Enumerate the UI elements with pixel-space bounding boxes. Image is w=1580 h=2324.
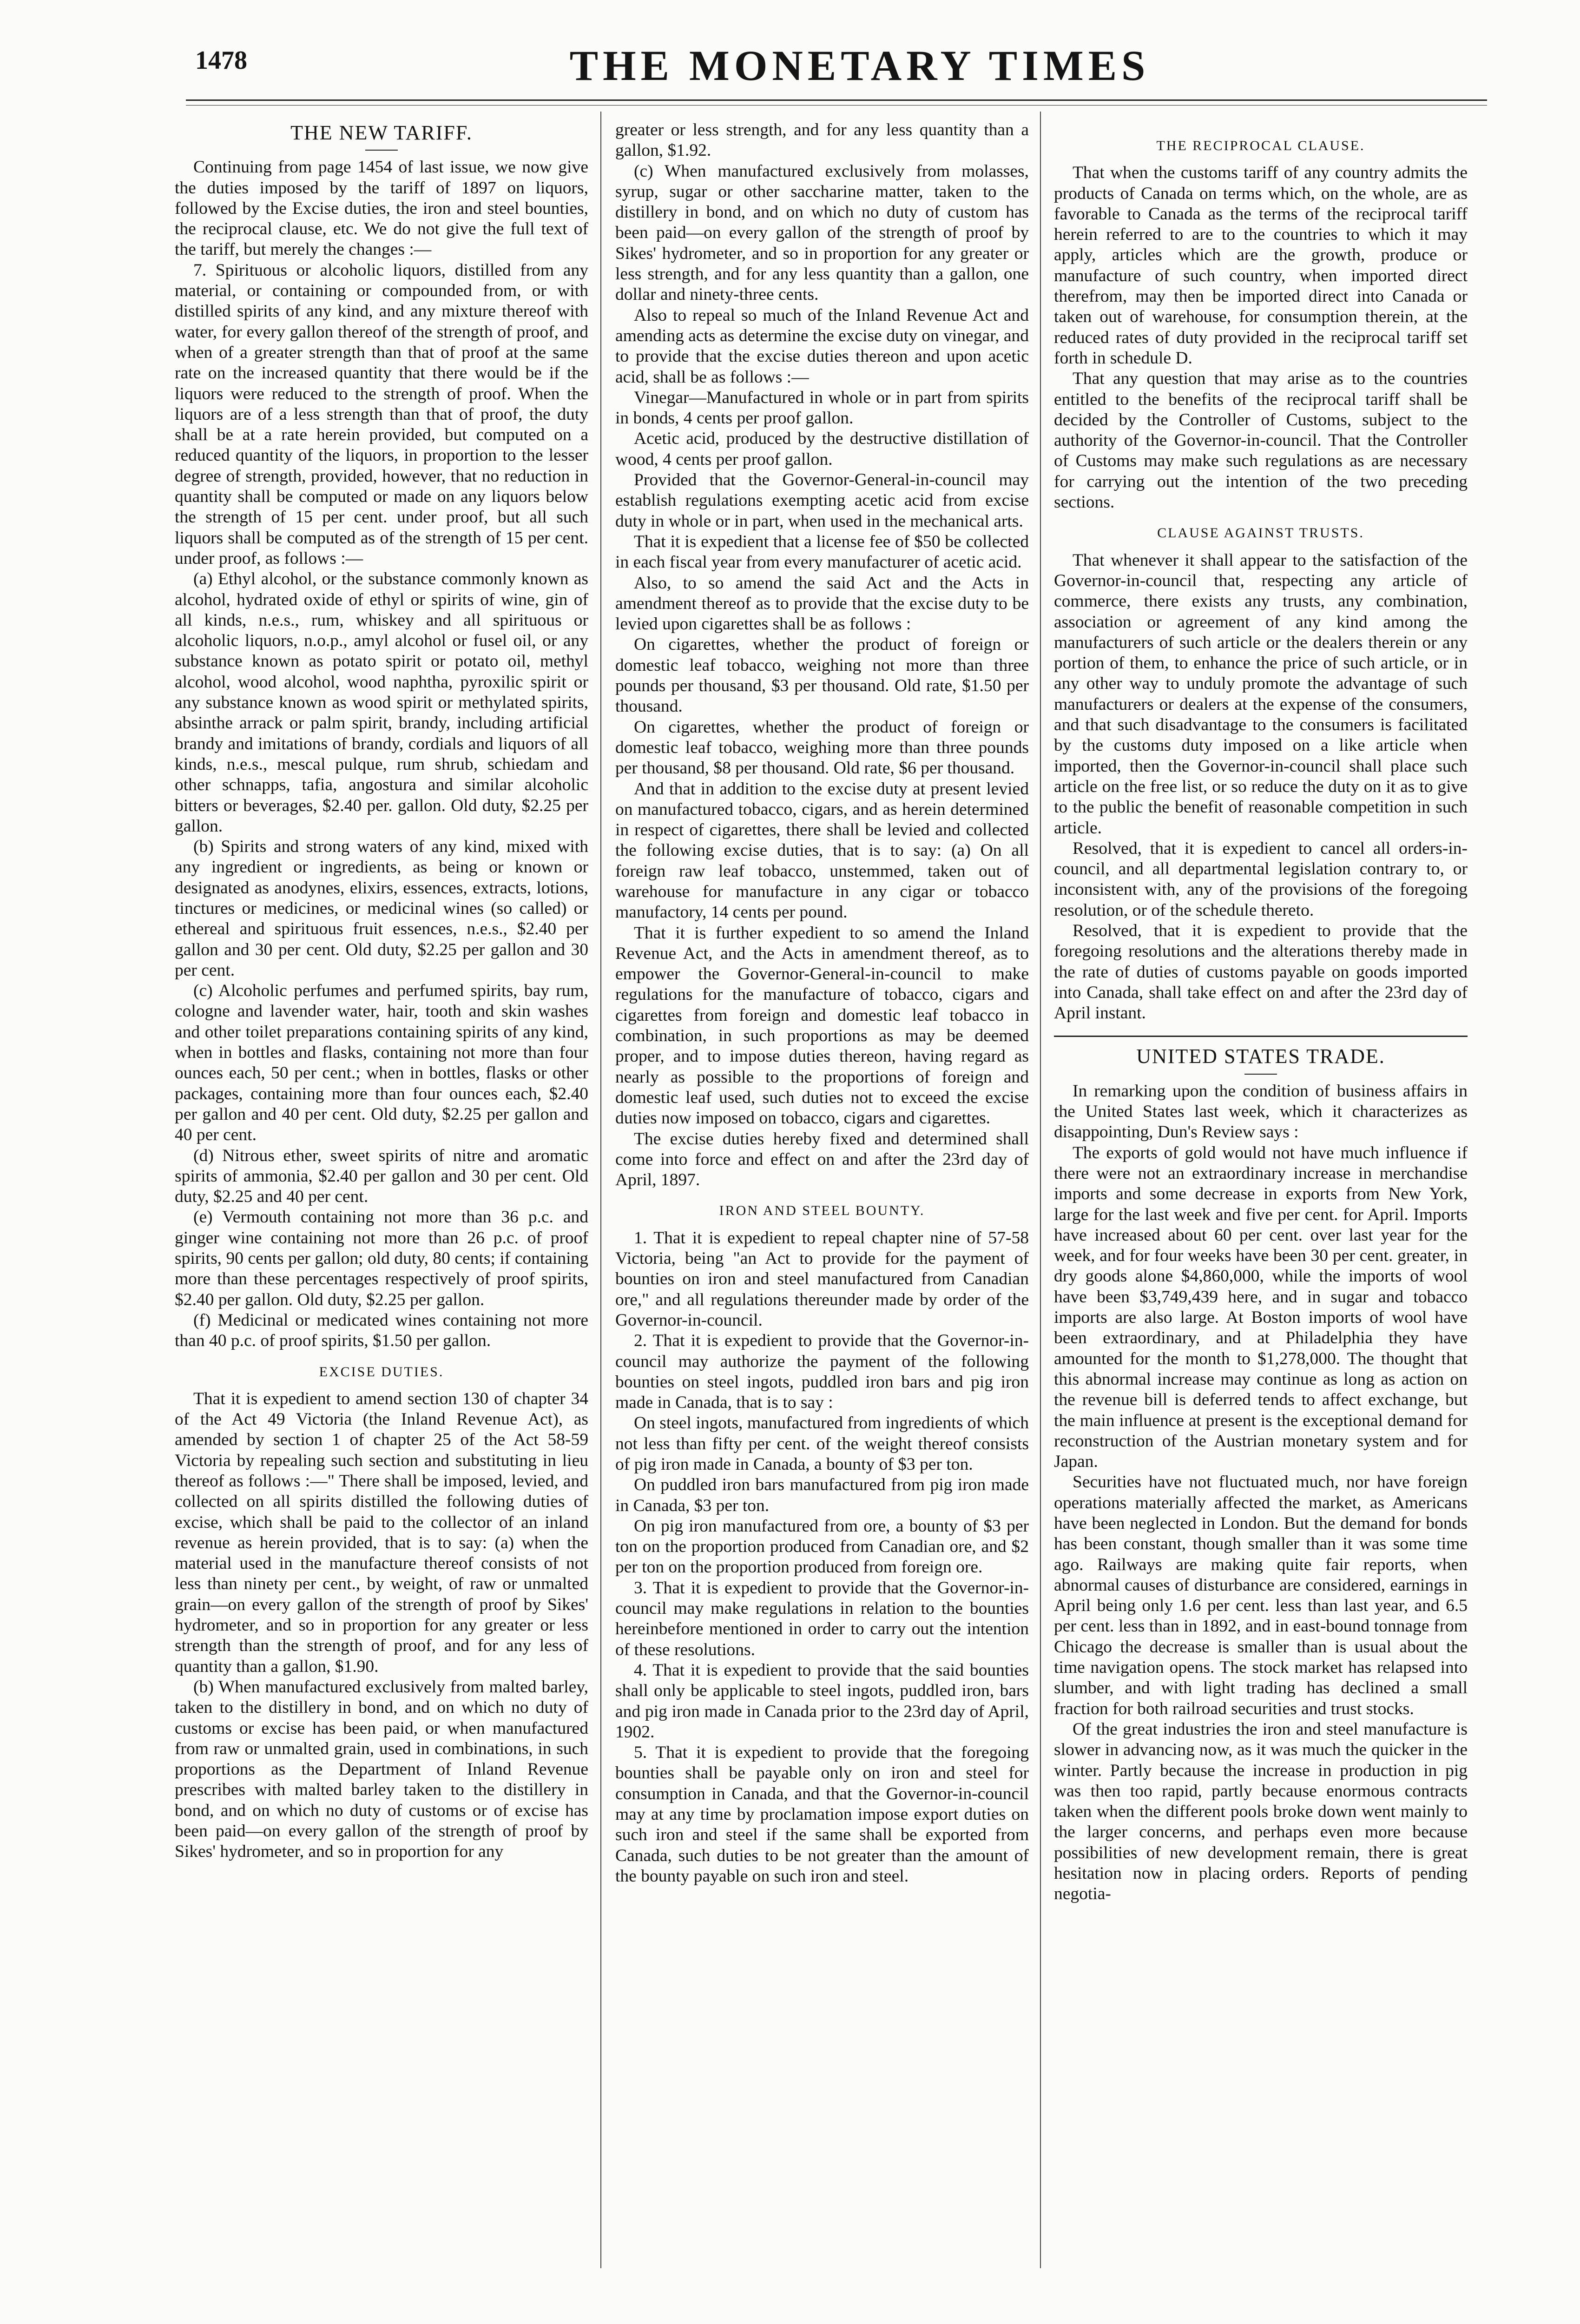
paragraph: On puddled iron bars manufactured from pig iron made in Canada, $3 per ton.: [615, 1475, 1029, 1515]
paragraph: Resolved, that it is expedient to cancel all orders-in-council, and all departmental legislation contrary to, or inconsistent with, any of the provisions of the foregoing resolution, or of the schedule thereto.: [1054, 838, 1468, 920]
paragraph: On steel ingots, manufactured from ingredients of which not less than fifty per cent. of the weight thereof consists of pig iron made in Canada, a bounty of $3 per ton.: [615, 1413, 1029, 1474]
column-divider: [600, 112, 601, 2268]
paragraph: That it is expedient to amend section 130 of chapter 34 of the Act 49 Victoria (the Inland Revenue Act), as amended by section 1 of chapter 25 of the Act 58-59 Victoria by repealing such section and substituting in lieu thereof as follows :—" There shall be imposed, levied, and collected on all spirits distilled the following duties of excise, which shall be paid to the collector of an inland revenue as herein provided, that is to say: (a) when the material used in the manufacture thereof consists of not less than ninety per cent., by weight, of raw or unmalted grain—on every gallon of the strength of proof by Sikes' hydrometer, and so in proportion for any greater or less strength than the strength of proof, and for any less of quantity than a gallon, $1.90.: [175, 1389, 588, 1676]
paragraph: (c) Alcoholic perfumes and perfumed spirits, bay rum, cologne and lavender water, hair, tooth and skin washes and other toilet preparations containing spirits of any kind, when in bottles and flasks, containing not more than four ounces each, 50 per cent.; when in bottles, flasks or other packages, containing more than four ounces each, $2.40 per gallon and 40 per cent. Old duty, $2.25 per gallon and 40 per cent.: [175, 981, 588, 1145]
paragraph: (b) When manufactured exclusively from malted barley, taken to the distillery in bond, and on which no duty of customs or excise has been paid, or when manufactured from raw or unmalted grain, used in combinations, in such proportions as the Department of Inland Revenue prescribes with malted barley taken to the distillery in bond, and on which no duty of customs or of excise has been paid—on every gallon of the strength of proof by Sikes' hydrometer, and so in proportion for any: [175, 1677, 588, 1862]
section-heading: CLAUSE AGAINST TRUSTS.: [1157, 525, 1364, 541]
paragraph: In remarking upon the condition of business affairs in the United States last week, which it characterizes as disappointing, Dun's Review says :: [1054, 1081, 1468, 1142]
article-title: THE NEW TARIFF.: [290, 121, 473, 144]
paragraph: Resolved, that it is expedient to provide that the foregoing resolutions and the alterations thereby made in the rate of duties of customs payable on goods imported into Canada, shall take effect on and after the 23rd day of April instant.: [1054, 921, 1468, 1023]
paragraph: 3. That it is expedient to provide that the Governor-in-council may make regulations in relation to the bounties hereinbefore mentioned in order to carry out the intention of these resolutions.: [615, 1578, 1029, 1659]
paragraph: That when the customs tariff of any country admits the products of Canada on terms which, on the whole, are as favorable to Canada as the terms of the reciprocal tariff herein referred to are to the countries to which it may apply, articles which are the growth, produce or manufacture of such country, when imported direct therefrom, may then be imported direct into Canada or taken out of warehouse, for consumption therein, at the reduced rates of duty provided in the reciprocal tariff set forth in schedule D.: [1054, 163, 1468, 368]
paragraph: On cigarettes, whether the product of foreign or domestic leaf tobacco, weighing not more than three pounds per thousand, $3 per thousand. Old rate, $1.50 per thousand.: [615, 635, 1029, 716]
page-number: 1478: [195, 46, 247, 75]
paragraph: (d) Nitrous ether, sweet spirits of nitre and aromatic spirits of ammonia, $2.40 per gallon and 30 per cent. Old duty, $2.25 and 40 per cent.: [175, 1146, 588, 1207]
paragraph: 7. Spirituous or alcoholic liquors, distilled from any material, or containing or compounded from, or with distilled spirits of any kind, and any mixture thereof with water, for every gallon thereof of the strength of proof, and when of a greater strength than that of proof at the same rate on the increased quantity that there would be if the liquors were reduced to the strength of proof. When the liquors are of a less strength than that of proof, the duty shall be at a rate herein provided, but computed on a reduced quantity of the liquors, in proportion to the lesser degree of strength, provided, however, that no reduction in quantity shall be computed or made on any liquors below the strength of 15 per cent. under proof, but all such liquors shall be computed as of the strength of 15 per cent. under proof, as follows :—: [175, 260, 588, 568]
paragraph: 4. That it is expedient to provide that the said bounties shall only be applicable to steel ingots, puddled iron, bars and pig iron made in Canada prior to the 23rd day of April, 1902.: [615, 1660, 1029, 1742]
paragraph: Vinegar—Manufactured in whole or in part from spirits in bonds, 4 cents per proof gallon.: [615, 388, 1029, 428]
section-heading: IRON AND STEEL BOUNTY.: [719, 1203, 925, 1219]
paragraph: greater or less strength, and for any less quantity than a gallon, $1.92.: [615, 120, 1029, 160]
paragraph: Acetic acid, produced by the destructive distillation of wood, 4 cents per proof gallon.: [615, 429, 1029, 469]
article-title: UNITED STATES TRADE.: [1136, 1045, 1385, 1068]
column-3: [1054, 120, 1468, 2267]
paragraph: That whenever it shall appear to the satisfaction of the Governor-in-council that, respecting any article of commerce, there exists any trusts, any combination, association or agreement of any kind among the manufacturers of such article or the dealers therein or any portion of them, to enhance the price of such article, or in any other way to unduly promote the advantage of such manufacturers or dealers at the expense of the consumers, and that such disadvantage to the consumers is facilitated by the customs duty imposed on a like article when imported, then the Governor-in-council shall place such article on the free list, or so reduce the duty on it as to give to the public the benefit of reasonable competition in such article.: [1054, 550, 1468, 838]
paragraph: 5. That it is expedient to provide that the foregoing bounties shall be payable only on iron and steel for consumption in Canada, and that the Governor-in-council may at any time by proclamation impose export duties on such iron and steel if the same shall be exported from Canada, such duties to be not greater than the amount of the bounty payable on such iron and steel.: [615, 1743, 1029, 1886]
section-rule: [1054, 1036, 1468, 1037]
masthead-rule-thin: [186, 105, 1487, 106]
paragraph: The exports of gold would not have much influence if there were not an extraordinary increase in merchandise imports and some decrease in exports from New York, large for the last week and five per cent. for April. Imports have increased about 60 per cent. over last year for the week, and for four weeks have been 30 per cent. greater, in dry goods alone $4,860,000, while the imports of wool have been $3,749,439 here, and in sugar and tobacco imports are also large. At Boston imports of wool have been extraordinary, and at Philadelphia they have amounted for the month to $1,278,000. The thought that this abnormal increase may continue as long as action on the revenue bill is deferred tends to affect exchange, but the main influence at present is the exceptional demand for reconstruction of the Austrian monetary system and for Japan.: [1054, 1143, 1468, 1472]
paragraph: Provided that the Governor-General-in-council may establish regulations exempting acetic acid from excise duty in whole or in part, when used in the mechanical arts.: [615, 470, 1029, 531]
title-rule: [365, 150, 398, 151]
paragraph: That it is expedient that a license fee of $50 be collected in each fiscal year from every manufacturer of acetic acid.: [615, 532, 1029, 572]
paragraph: 1. That it is expedient to repeal chapter nine of 57-58 Victoria, being "an Act to provide for the payment of bounties on iron and steel manufactured from Canadian ore," and all regulations thereunder made by order of the Governor-in-council.: [615, 1228, 1029, 1330]
paragraph: (f) Medicinal or medicated wines containing not more than 40 p.c. of proof spirits, $1.50 per gallon.: [175, 1310, 588, 1351]
masthead: THE MONETARY TIMES: [569, 42, 1150, 89]
paragraph: That it is further expedient to so amend the Inland Revenue Act, and the Acts in amendment thereof, as to empower the Governor-General-in-council to make regulations for the manufacture of tobacco, cigars and cigarettes from foreign and domestic leaf tobacco in combination, in such proportions as may be deemed proper, and to impose duties thereon, having regard as nearly as possible to the proportions of foreign and domestic leaf used, such duties not to exceed the excise duties now imposed on tobacco, cigars and cigarettes.: [615, 923, 1029, 1128]
paragraph: Also to repeal so much of the Inland Revenue Act and amending acts as determine the excise duty on vinegar, and to provide that the excise duties thereon and upon acetic acid, shall be as follows :—: [615, 305, 1029, 387]
masthead-rule: [186, 99, 1487, 101]
paragraph: (c) When manufactured exclusively from molasses, syrup, sugar or other saccharine matter, taken to the distillery in bond, and on which no duty of custom has been paid—on every gallon of the strength of proof by Sikes' hydrometer, and so in proportion for any greater or less strength, and for any less quantity than a gallon, one dollar and ninety-three cents.: [615, 161, 1029, 304]
paragraph: Also, to so amend the said Act and the Acts in amendment thereof as to provide that the excise duty to be levied upon cigarettes shall be as follows :: [615, 573, 1029, 634]
paragraph: And that in addition to the excise duty at present levied on manufactured tobacco, cigars, and as herein determined in respect of cigarettes, there shall be levied and collected the following excise duties, that is to say: (a) On all foreign raw leaf tobacco, unstemmed, taken out of warehouse for manufacture in any cigar or tobacco manufactory, 14 cents per pound.: [615, 779, 1029, 922]
column-2: [615, 120, 1029, 2267]
paragraph: Continuing from page 1454 of last issue, we now give the duties imposed by the tariff of 1897 on liquors, followed by the Excise duties, the iron and steel bounties, the reciprocal clause, etc. We do not give the full text of the tariff, but merely the changes :—: [175, 158, 588, 259]
section-heading: THE RECIPROCAL CLAUSE.: [1156, 138, 1365, 153]
paragraph: On pig iron manufactured from ore, a bounty of $3 per ton on the proportion produced from Canadian ore, and $2 per ton on the proportion produced from foreign ore.: [615, 1516, 1029, 1577]
title-rule: [1244, 1074, 1277, 1075]
paragraph: On cigarettes, whether the product of foreign or domestic leaf tobacco, weighing more than three pounds per thousand, $8 per thousand. Old rate, $6 per thousand.: [615, 717, 1029, 778]
paragraph: (b) Spirits and strong waters of any kind, mixed with any ingredient or ingredients, as being or known or designated as anodynes, elixirs, essences, extracts, lotions, tinctures or medicines, or medicinal wines (so called) or ethereal and spirituous fruit essences, n.e.s., $2.40 per gallon and 30 per cent. Old duty, $2.25 per gallon and 30 per cent.: [175, 837, 588, 980]
paragraph: 2. That it is expedient to provide that the Governor-in-council may authorize the payment of the following bounties on steel ingots, puddled iron bars and pig iron made in Canada, that is to say :: [615, 1331, 1029, 1413]
column-1: [175, 120, 588, 2267]
paragraph: Securities have not fluctuated much, nor have foreign operations materially affected the market, as Americans have been neglected in London. But the demand for bonds has been constant, though smaller than it was some time ago. Railways are making quite fair reports, when abnormal causes of disturbance are considered, earnings in April being only 1.6 per cent. less than last year, and 6.5 per cent. less than in 1892, and in east-bound tonnage from Chicago the decrease is smaller than is usual about the time navigation opens. The stock market has relapsed into slumber, and with light trading has declined a small fraction for both railroad securities and trust stocks.: [1054, 1472, 1468, 1718]
section-heading: EXCISE DUTIES.: [319, 1364, 444, 1380]
paragraph: That any question that may arise as to the countries entitled to the benefits of the reciprocal tariff shall be decided by the Controller of Customs, subject to the authority of the Governor-in-council. That the Controller of Customs may make such regulations as are necessary for carrying out the intention of the two preceding sections.: [1054, 369, 1468, 512]
paragraph: (e) Vermouth containing not more than 36 p.c. and ginger wine containing not more than 26 p.c. of proof spirits, 90 cents per gallon; old duty, 80 cents; if containing more than these percentages respectively of proof spirits, $2.40 per gallon. Old duty, $2.25 per gallon.: [175, 1208, 588, 1309]
paragraph: Of the great industries the iron and steel manufacture is slower in advancing now, as it was much the quicker in the winter. Partly because the increase in production in pig was then too rapid, partly because enormous contracts taken when the different pools broke down went mainly to the larger concerns, and perhaps even more because possibilities of new development remain, there is great hesitation now in placing orders. Reports of pending negotia-: [1054, 1719, 1468, 1904]
paragraph: (a) Ethyl alcohol, or the substance commonly known as alcohol, hydrated oxide of ethyl or spirits of wine, gin of all kinds, n.e.s., rum, whiskey and all spirituous or alcoholic liquors, n.o.p., amyl alcohol or fusel oil, or any substance known as potato spirit or potato oil, methyl alcohol, wood alcohol, wood naphtha, pyroxilic spirit or any substance known as wood spirit or methylated spirits, absinthe arrack or palm spirit, brandy, including artificial brandy and imitations of brandy, cordials and liquors of all kinds, n.e.s., mescal pulque, rum shrub, schiedam and other schnapps, tafia, angostura and similar alcoholic bitters or beverages, $2.40 per. gallon. Old duty, $2.25 per gallon.: [175, 569, 588, 836]
column-divider: [1040, 112, 1041, 2268]
paragraph: The excise duties hereby fixed and determined shall come into force and effect on and after the 23rd day of April, 1897.: [615, 1129, 1029, 1190]
